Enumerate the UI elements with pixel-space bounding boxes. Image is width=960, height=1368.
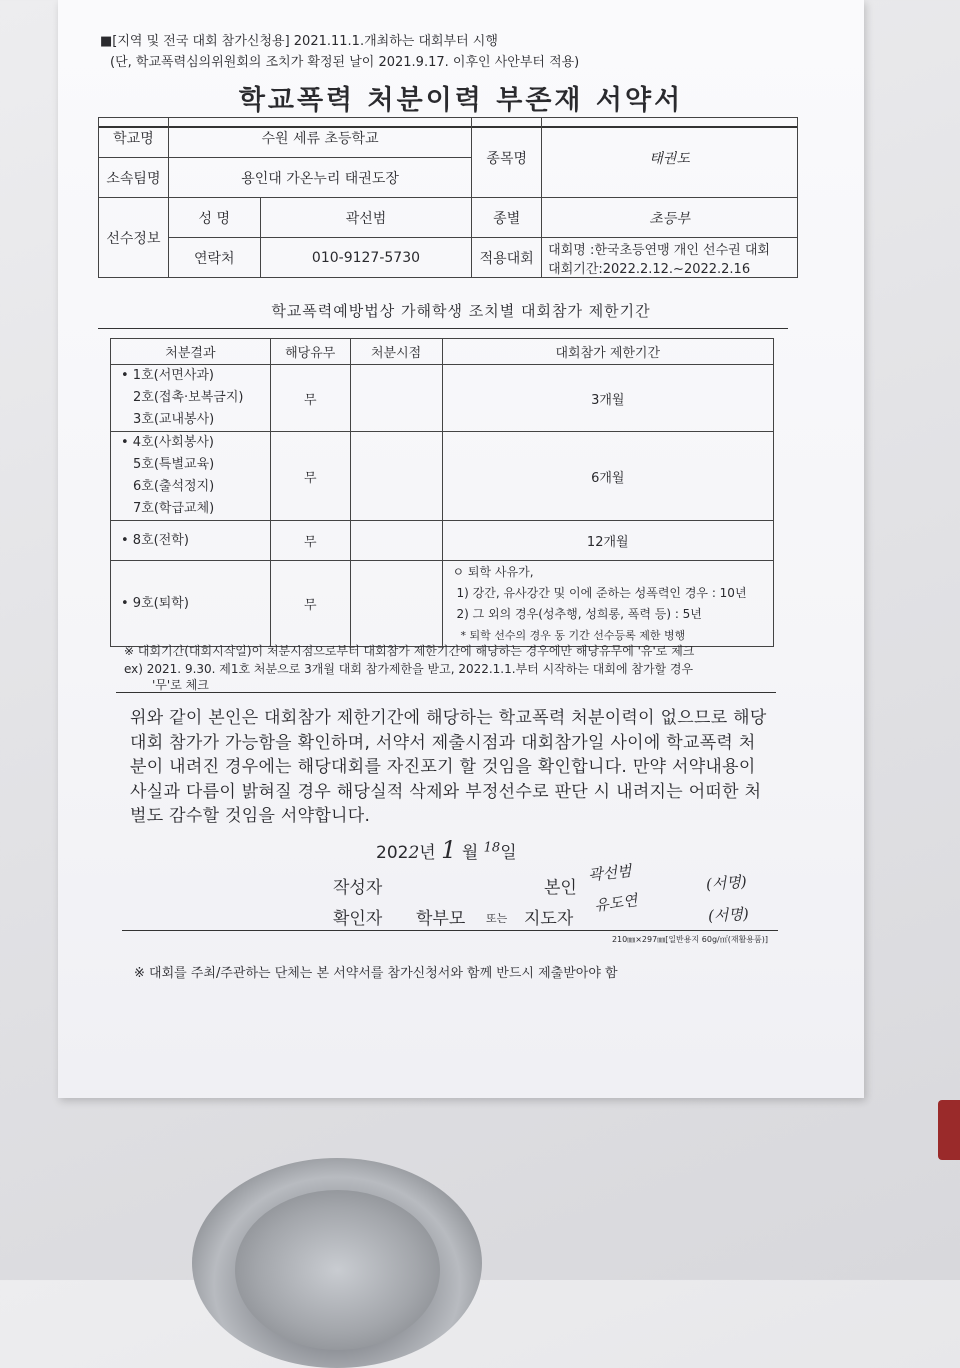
- sport-value: 태권도: [542, 118, 798, 198]
- applicable-cell: 무: [270, 521, 350, 561]
- document-title: 학교폭력 처분이력 부존재 서약서: [238, 85, 684, 116]
- table-row: [111, 521, 774, 561]
- self-seal: (서명): [705, 872, 748, 894]
- footnote: ※ 대회를 주최/주관하는 단체는 본 서약서를 참가신청서와 함께 반드시 제출받아야 함: [134, 966, 618, 981]
- header-result: 처분결과: [111, 339, 271, 365]
- contact-label: 연락처: [168, 238, 260, 278]
- note-1: ※ 대회기간(대회시작일)이 처분시점으로부터 대회참가 제한기간에 해당하는 경우에만 해당유무에 '유'로 체크: [124, 644, 695, 658]
- result-item: • 4호(사회봉사): [121, 435, 215, 450]
- self-signature: 곽선범: [587, 861, 633, 885]
- note-2: ex) 2021. 9.30. 제1호 처분으로 3개월 대회 참가제한을 받고, 2022.1.1.부터 시작하는 대회에 참가할 경우: [124, 662, 694, 676]
- result-item: 3호(교내봉사): [133, 412, 215, 427]
- event-cell: [542, 238, 798, 278]
- info-table: [98, 117, 798, 278]
- period-line: 1) 강간, 유사강간 및 이에 준하는 성폭력인 경우 : 10년: [456, 585, 747, 600]
- result-cell: [111, 365, 271, 432]
- name-value: 곽선범: [260, 198, 472, 238]
- header-note-1: ■[지역 및 전국 대회 참가신청용] 2021.11.1.개최하는 대회부터 시행: [100, 34, 498, 49]
- team-label: 소속팀명: [99, 158, 169, 198]
- date-year-prefix: 202: [376, 843, 409, 863]
- grommet-center: [235, 1190, 440, 1350]
- date-month-handwritten: 1: [441, 836, 457, 864]
- name-label: 성 명: [168, 198, 260, 238]
- applicable-cell: 무: [270, 365, 350, 432]
- applicable-cell: 무: [270, 432, 350, 521]
- period-cell: 3개월: [442, 365, 773, 432]
- table-row: [111, 365, 774, 432]
- note-rule: [116, 692, 776, 693]
- section-title: 학교폭력예방법상 가해학생 조치별 대회참가 제한기간: [271, 302, 651, 320]
- coach-signature: 유도연: [593, 891, 639, 915]
- sport-label: 종목명: [472, 118, 542, 198]
- period-cell: 6개월: [442, 432, 773, 521]
- signing-date: [376, 836, 517, 864]
- date-cell: [350, 365, 442, 432]
- header-date: 처분시점: [350, 339, 442, 365]
- event-period: 대회기간:2022.2.12.~2022.2.16: [548, 261, 751, 277]
- result-item: 7호(학급교체): [133, 501, 215, 516]
- header-period: 대회참가 제한기간: [442, 339, 773, 365]
- restriction-table: [110, 338, 774, 647]
- writer-label: 작성자: [333, 878, 383, 898]
- result-item: 6호(출석정지): [133, 479, 215, 494]
- applicable-cell: 무: [270, 561, 350, 647]
- date-cell: [350, 521, 442, 561]
- section-rule: [98, 328, 788, 329]
- result-item: 5호(특별교육): [133, 457, 215, 472]
- result-cell: [111, 432, 271, 521]
- header-note-2: (단, 학교폭력심의위원회의 조치가 확정된 날이 2021.9.17. 이후인 사안부터 적용): [110, 55, 580, 70]
- team-value: 용인대 가온누리 태권도장: [168, 158, 471, 198]
- date-day-label: 일: [500, 843, 517, 863]
- player-info-label: 선수정보: [99, 198, 169, 278]
- category-label: 종별: [472, 198, 542, 238]
- period-line: 2) 그 외의 경우(성추행, 성희롱, 폭력 등) : 5년: [456, 606, 702, 621]
- result-cell: • 8호(전학): [111, 521, 271, 561]
- signature-rule: [122, 930, 778, 931]
- period-line: ㅇ 퇴학 사유가,: [452, 564, 534, 579]
- result-item: 2호(접촉·보복금지): [133, 390, 244, 405]
- confirm-label: 확인자: [333, 909, 383, 929]
- date-year-label: 년: [419, 843, 436, 863]
- parent-label: 학부모: [416, 909, 466, 929]
- event-label: 적용대회: [472, 238, 542, 278]
- date-cell: [350, 561, 442, 647]
- result-item: • 1호(서면사과): [121, 368, 215, 383]
- school-value: 수원 세류 초등학교: [168, 118, 471, 158]
- date-year-handwritten: 2: [408, 843, 420, 863]
- date-cell: [350, 432, 442, 521]
- date-month-label: 월: [461, 843, 479, 863]
- school-label: 학교명: [99, 118, 169, 158]
- or-label: 또는: [486, 912, 508, 925]
- table-row: [111, 561, 774, 647]
- date-day-handwritten: 18: [483, 840, 501, 856]
- period-cell: 12개월: [442, 521, 773, 561]
- header-applicable: 해당유무: [270, 339, 350, 365]
- paper-spec: 210㎜×297㎜[일반용지 60g/㎡(재활용품)]: [611, 935, 768, 944]
- expulsion-period-cell: [442, 561, 773, 647]
- self-label: 본인: [544, 878, 577, 898]
- result-cell: • 9호(퇴학): [111, 561, 271, 647]
- coach-seal: (서명): [707, 904, 750, 926]
- table-row: [111, 432, 774, 521]
- note-3: '무'로 체크: [152, 678, 209, 692]
- period-line: * 퇴학 선수의 경우 동 기간 선수등록 제한 병행: [460, 628, 686, 642]
- contact-value: 010-9127-5730: [260, 238, 472, 278]
- pledge-text: 위와 같이 본인은 대회참가 제한기간에 해당하는 학교폭력 처분이력이 없으므로 해당 대회 참가가 가능함을 확인하며, 서약서 제출시점과 대회참가일 사이에 학교폭력 처분이 내려진 경우에는 해당대회를 자진포기 할 것임을 확인합니다. 만약 서약내용이 사실과 다름이 밝혀질 경우 해당실적 삭제와 부정선수로 판단 시 내려지는 어떠한 처벌도 감수할 것임을 서약합니다.: [130, 708, 767, 826]
- category-value: 초등부: [542, 198, 798, 238]
- pledge-document: [58, 0, 864, 1098]
- coach-label: 지도자: [524, 909, 574, 929]
- event-name: 대회명 :한국초등연맹 개인 선수권 대회: [548, 242, 770, 258]
- edge-clip: [938, 1100, 960, 1160]
